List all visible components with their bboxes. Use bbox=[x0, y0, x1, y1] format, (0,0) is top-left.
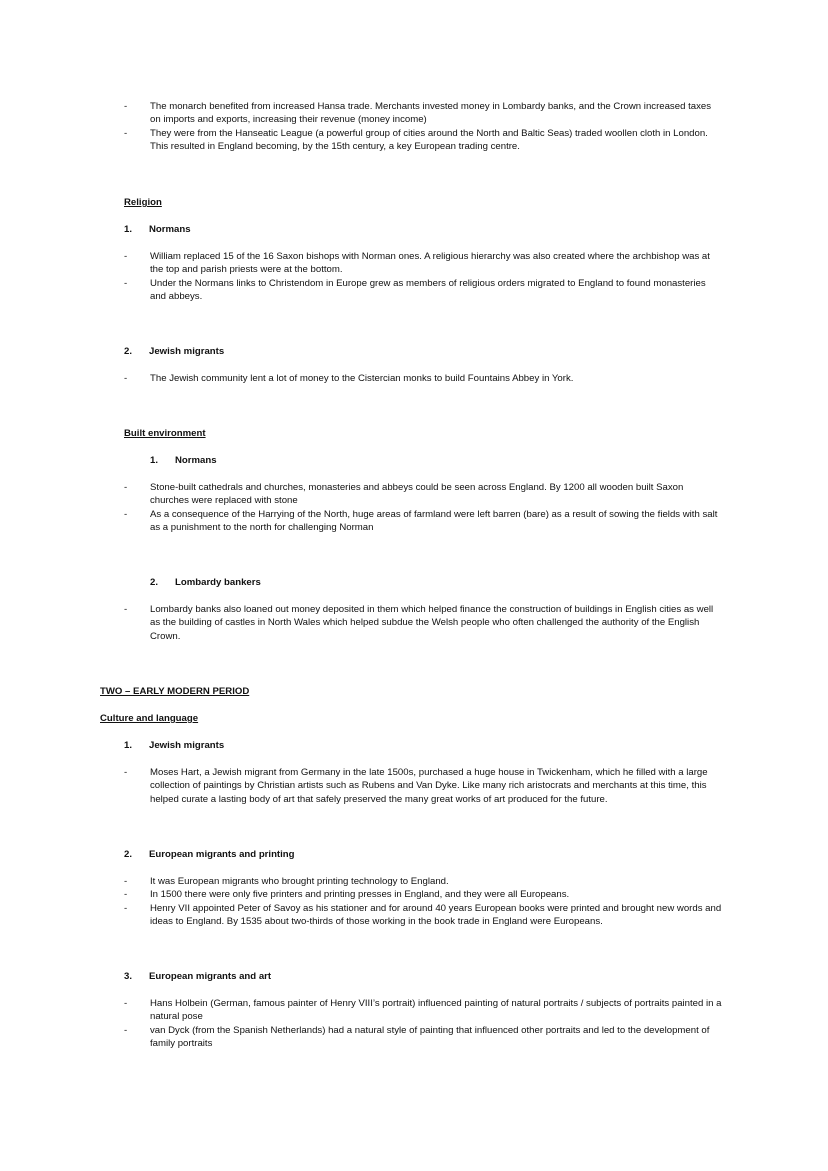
bullet-dash: - bbox=[124, 998, 128, 1009]
subheading-built-lombardy bbox=[150, 576, 261, 589]
bullet-text: William replaced 15 of the 16 Saxon bishops with Norman ones. A religious hierarchy was also created where the archbishop was at the top and parish priests were at the bottom. bbox=[150, 251, 710, 276]
section-heading-religion: Religion bbox=[124, 197, 162, 208]
subheading-early-jewish bbox=[124, 739, 224, 752]
built-lombardy-bullet-list bbox=[124, 603, 724, 643]
list-item bbox=[124, 902, 724, 929]
bullet-dash: - bbox=[124, 277, 128, 289]
subheading-built-normans bbox=[150, 454, 217, 467]
subheading-title: Normans bbox=[175, 455, 217, 466]
bullet-text: In 1500 there were only five printers and printing presses in England, and they were all Europeans. bbox=[150, 889, 570, 901]
religion-normans-bullet-list bbox=[124, 250, 724, 304]
subheading-title: Normans bbox=[149, 224, 191, 235]
bullet-dash: - bbox=[124, 482, 128, 493]
bullet-dash: - bbox=[124, 876, 128, 887]
bullet-text: Moses Hart, a Jewish migrant from Germany in the late 1500s, purchased a huge house in Twickenham, which he filled with a large collection of paintings by Christian artists such as Rubens and Van Dyke. Like many rich aristocrats and merchants at this time, this helped curate a lasting body of art that safely preserved the many great works of art produced for the future. bbox=[150, 767, 708, 805]
bullet-dash: - bbox=[124, 902, 128, 914]
list-item bbox=[124, 372, 724, 385]
bullet-dash: - bbox=[124, 1024, 128, 1036]
bullet-text: Stone-built cathedrals and churches, monasteries and abbeys could be seen across England. By 1200 all wooden built Saxon churches were replaced with stone bbox=[150, 482, 684, 507]
subheading-religion-jewish bbox=[124, 345, 224, 358]
early-jewish-bullet-list bbox=[124, 766, 724, 806]
built-normans-bullet-list bbox=[124, 481, 724, 535]
bullet-text: It was European migrants who brought printing technology to England. bbox=[150, 876, 449, 887]
bullet-text: Under the Normans links to Christendom in Europe grew as members of religious orders migrated to England to found monasteries and abbeys. bbox=[150, 277, 706, 303]
bullet-text: The monarch benefited from increased Hansa trade. Merchants invested money in Lombardy banks, and the Crown increased taxes on imports and exports, increasing their revenue (money income) bbox=[150, 101, 712, 126]
early-printing-bullet-list bbox=[124, 875, 724, 929]
bullet-dash: - bbox=[124, 373, 128, 384]
subheading-title: Jewish migrants bbox=[149, 346, 225, 357]
bullet-dash: - bbox=[124, 127, 128, 139]
subheading-number: 2. bbox=[150, 577, 159, 588]
subheading-number: 1. bbox=[124, 740, 133, 751]
list-item bbox=[124, 127, 724, 154]
section-heading-culture-language: Culture and language bbox=[100, 713, 199, 724]
list-item bbox=[124, 1024, 724, 1051]
subheading-title: European migrants and art bbox=[149, 971, 272, 982]
list-item bbox=[124, 100, 724, 127]
subheading-title: European migrants and printing bbox=[149, 849, 295, 860]
subheading-early-art bbox=[124, 970, 271, 983]
list-item bbox=[124, 875, 724, 888]
bullet-dash: - bbox=[124, 508, 128, 520]
bullet-dash: - bbox=[124, 251, 128, 262]
list-item bbox=[124, 481, 724, 508]
bullet-dash: - bbox=[124, 889, 128, 901]
subheading-number: 1. bbox=[124, 224, 133, 235]
list-item bbox=[124, 603, 724, 643]
early-art-bullet-list bbox=[124, 997, 724, 1051]
bullet-text: Hans Holbein (German, famous painter of Henry VIII’s portrait) influenced painting of natural portraits / subjects of portraits painted in a natural pose bbox=[150, 998, 722, 1023]
list-item bbox=[124, 997, 724, 1024]
bullet-text: As a consequence of the Harrying of the North, huge areas of farmland were left barren (bare) as a result of sowing the fields with salt as a punishment to the north for challenging Norman bbox=[150, 508, 718, 534]
list-item bbox=[124, 250, 724, 277]
section-heading-built-environment: Built environment bbox=[124, 428, 206, 439]
subheading-title: Lombardy bankers bbox=[175, 577, 261, 588]
subheading-number: 1. bbox=[150, 455, 159, 466]
bullet-text: van Dyck (from the Spanish Netherlands) had a natural style of painting that influenced other portraits and led to the development of family portraits bbox=[150, 1024, 710, 1050]
subheading-number: 2. bbox=[124, 849, 133, 860]
section-heading-early-modern: TWO – EARLY MODERN PERIOD bbox=[100, 686, 250, 697]
list-item bbox=[124, 766, 724, 806]
bullet-dash: - bbox=[124, 604, 128, 615]
religion-jewish-bullet-list bbox=[124, 372, 724, 385]
bullet-text: The Jewish community lent a lot of money to the Cistercian monks to build Fountains Abbey in York. bbox=[150, 373, 574, 384]
list-item bbox=[124, 888, 724, 901]
subheading-number: 2. bbox=[124, 346, 133, 357]
list-item bbox=[124, 508, 724, 535]
subheading-early-printing bbox=[124, 848, 295, 861]
subheading-religion-normans bbox=[124, 223, 191, 236]
bullet-dash: - bbox=[124, 767, 128, 778]
bullet-text: Henry VII appointed Peter of Savoy as his stationer and for around 40 years European books were printed and brought new words and ideas to England. By 1535 about two-thirds of those working in the book trade in England were Europeans. bbox=[150, 902, 722, 928]
intro-bullet-list bbox=[124, 100, 724, 154]
subheading-number: 3. bbox=[124, 971, 133, 982]
bullet-text: They were from the Hanseatic League (a powerful group of cities around the North and Baltic Seas) traded woollen cloth in London. This resulted in England becoming, by the 15th century, a key European trading centre. bbox=[150, 127, 708, 153]
bullet-dash: - bbox=[124, 101, 128, 112]
subheading-title: Jewish migrants bbox=[149, 740, 225, 751]
bullet-text: Lombardy banks also loaned out money deposited in them which helped finance the construction of buildings in English cities as well as the building of castles in North Wales which helped subdue the Welsh people who often challenged the authority of the English Crown. bbox=[150, 604, 714, 642]
list-item bbox=[124, 277, 724, 304]
